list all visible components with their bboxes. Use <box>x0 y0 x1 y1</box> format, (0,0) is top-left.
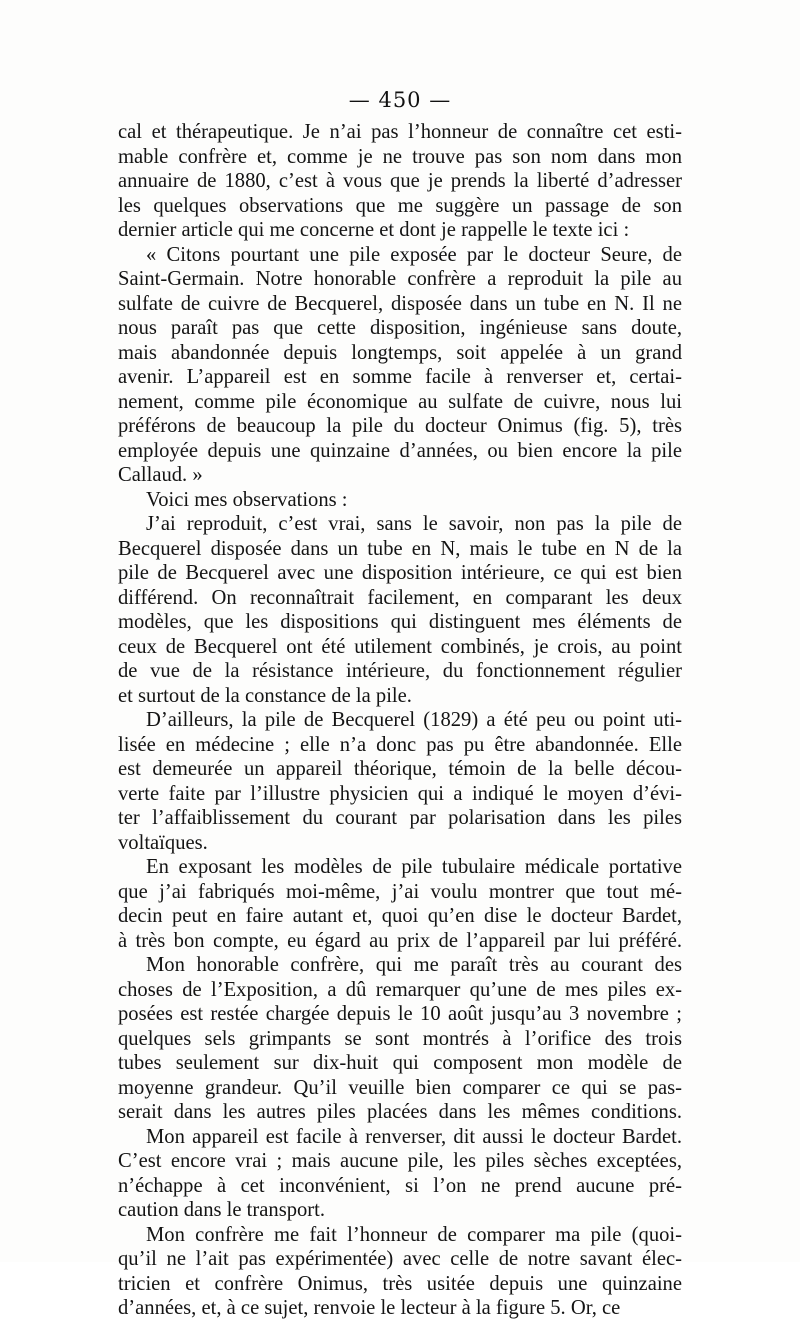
text-line: mable confrère et, comme je ne trouve pas son nom dans mon <box>118 145 682 168</box>
text-line: ter l’affaiblissement du courant par polarisation dans les piles <box>118 807 682 829</box>
text-line: n’échappe à cet inconvénient, si l’on ne prend aucune pré- <box>118 1174 682 1197</box>
text-line: et surtout de la constance de la pile. <box>118 684 412 707</box>
text-line: cal et thérapeutique. Je n’ai pas l’honneur de connaître cet esti- <box>118 121 682 143</box>
text-line: nous paraît pas que cette disposition, ingénieuse sans doute, <box>118 317 682 339</box>
text-line: différend. On reconnaîtrait facilement, en comparant les deux <box>118 586 682 609</box>
text-line: avenir. L’appareil est en somme facile à renverser et, certai- <box>118 366 682 388</box>
page-number: — 450 — <box>348 88 452 112</box>
text-line: moyenne grandeur. Qu’il veuille bien comparer ce qui se pas- <box>118 1076 682 1099</box>
text-line: D’ailleurs, la pile de Becquerel (1829) a été peu ou point uti- <box>146 709 682 731</box>
text-line: de vue de la résistance intérieure, du fonctionnement régulier <box>118 660 682 682</box>
text-line: ceux de Becquerel ont été utilement combinés, je crois, au point <box>118 635 682 658</box>
text-line: nement, comme pile économique au sulfate de cuivre, nous lui <box>118 390 682 413</box>
text-line: annuaire de 1880, c’est à vous que je prends la liberté d’adresser <box>118 170 682 192</box>
text-line: tricien et confrère Onimus, très usitée depuis une quinzaine <box>118 1272 682 1295</box>
text-line: En exposant les modèles de pile tubulaire médicale portative <box>146 856 682 878</box>
text-line: caution dans le transport. <box>118 1199 326 1221</box>
text-line: decin peut en faire autant et, quoi qu’en dise le docteur Bardet, <box>118 905 682 927</box>
text-line: que j’ai fabriqués moi-même, j’ai voulu montrer que tout mé- <box>118 880 682 903</box>
text-line: préférons de beaucoup la pile du docteur Onimus (fig. 5), très <box>118 415 682 437</box>
text-line: tubes seulement sur dix-huit qui composent mon modèle de <box>118 1052 682 1074</box>
text-line: sulfate de cuivre de Becquerel, disposée dans un tube en N. Il ne <box>118 292 682 315</box>
text-line: Mon honorable confrère, qui me paraît très au courant des <box>146 954 682 976</box>
text-line: choses de l’Exposition, a dû remarquer qu’une de mes piles ex- <box>118 978 682 1001</box>
text-line: mais abandonnée depuis longtemps, soit appelée à un grand <box>118 341 682 364</box>
text-line: Voici mes observations : <box>146 488 348 511</box>
text-line: posées est restée chargée depuis le 10 août jusqu’au 3 novembre ; <box>118 1003 682 1025</box>
text-line: Mon confrère me fait l’honneur de comparer ma pile (quoi- <box>146 1223 682 1246</box>
text-line: lisée en médecine ; elle n’a donc pas pu être abandonnée. Elle <box>118 733 682 756</box>
text-line: « Citons pourtant une pile exposée par le docteur Seure, de <box>146 243 682 266</box>
text-line: verte faite par l’illustre physicien qui a indiqué le moyen d’évi- <box>118 782 682 805</box>
text-line: modèles, que les dispositions qui distinguent mes éléments de <box>118 611 682 633</box>
text-line: quelques sels grimpants se sont montrés à l’orifice des trois <box>118 1027 682 1050</box>
text-line: les quelques observations que me suggère un passage de son <box>118 194 682 217</box>
text-line: qu’il ne l’ait pas expérimentée) avec celle de notre savant élec- <box>118 1248 682 1270</box>
text-line: Becquerel disposée dans un tube en N, mais le tube en N de la <box>118 537 682 560</box>
text-line: voltaïques. <box>118 831 208 854</box>
text-line: est demeurée un appareil théorique, témoin de la belle décou- <box>118 758 682 780</box>
text-line: Callaud. » <box>118 464 203 486</box>
text-line: Saint-Germain. Notre honorable confrère a reproduit la pile au <box>118 268 682 290</box>
text-line: employée depuis une quinzaine d’années, ou bien encore la pile <box>118 439 682 462</box>
text-line: C’est encore vrai ; mais aucune pile, les piles sèches exceptées, <box>118 1150 682 1172</box>
text-line: pile de Becquerel avec une disposition intérieure, ce qui est bien <box>118 562 682 584</box>
body-text <box>118 120 682 1321</box>
text-line: serait dans les autres piles placées dans les mêmes conditions. <box>118 1101 682 1123</box>
text-line: dernier article qui me concerne et dont je rappelle le texte ici : <box>118 219 630 241</box>
text-line: à très bon compte, eu égard au prix de l’appareil par lui préféré. <box>118 929 682 952</box>
text-line: Mon appareil est facile à renverser, dit aussi le docteur Bardet. <box>146 1125 682 1148</box>
text-line: d’années, et, à ce sujet, renvoie le lecteur à la figure 5. Or, ce <box>118 1297 621 1319</box>
text-line: J’ai reproduit, c’est vrai, sans le savoir, non pas la pile de <box>146 513 682 535</box>
